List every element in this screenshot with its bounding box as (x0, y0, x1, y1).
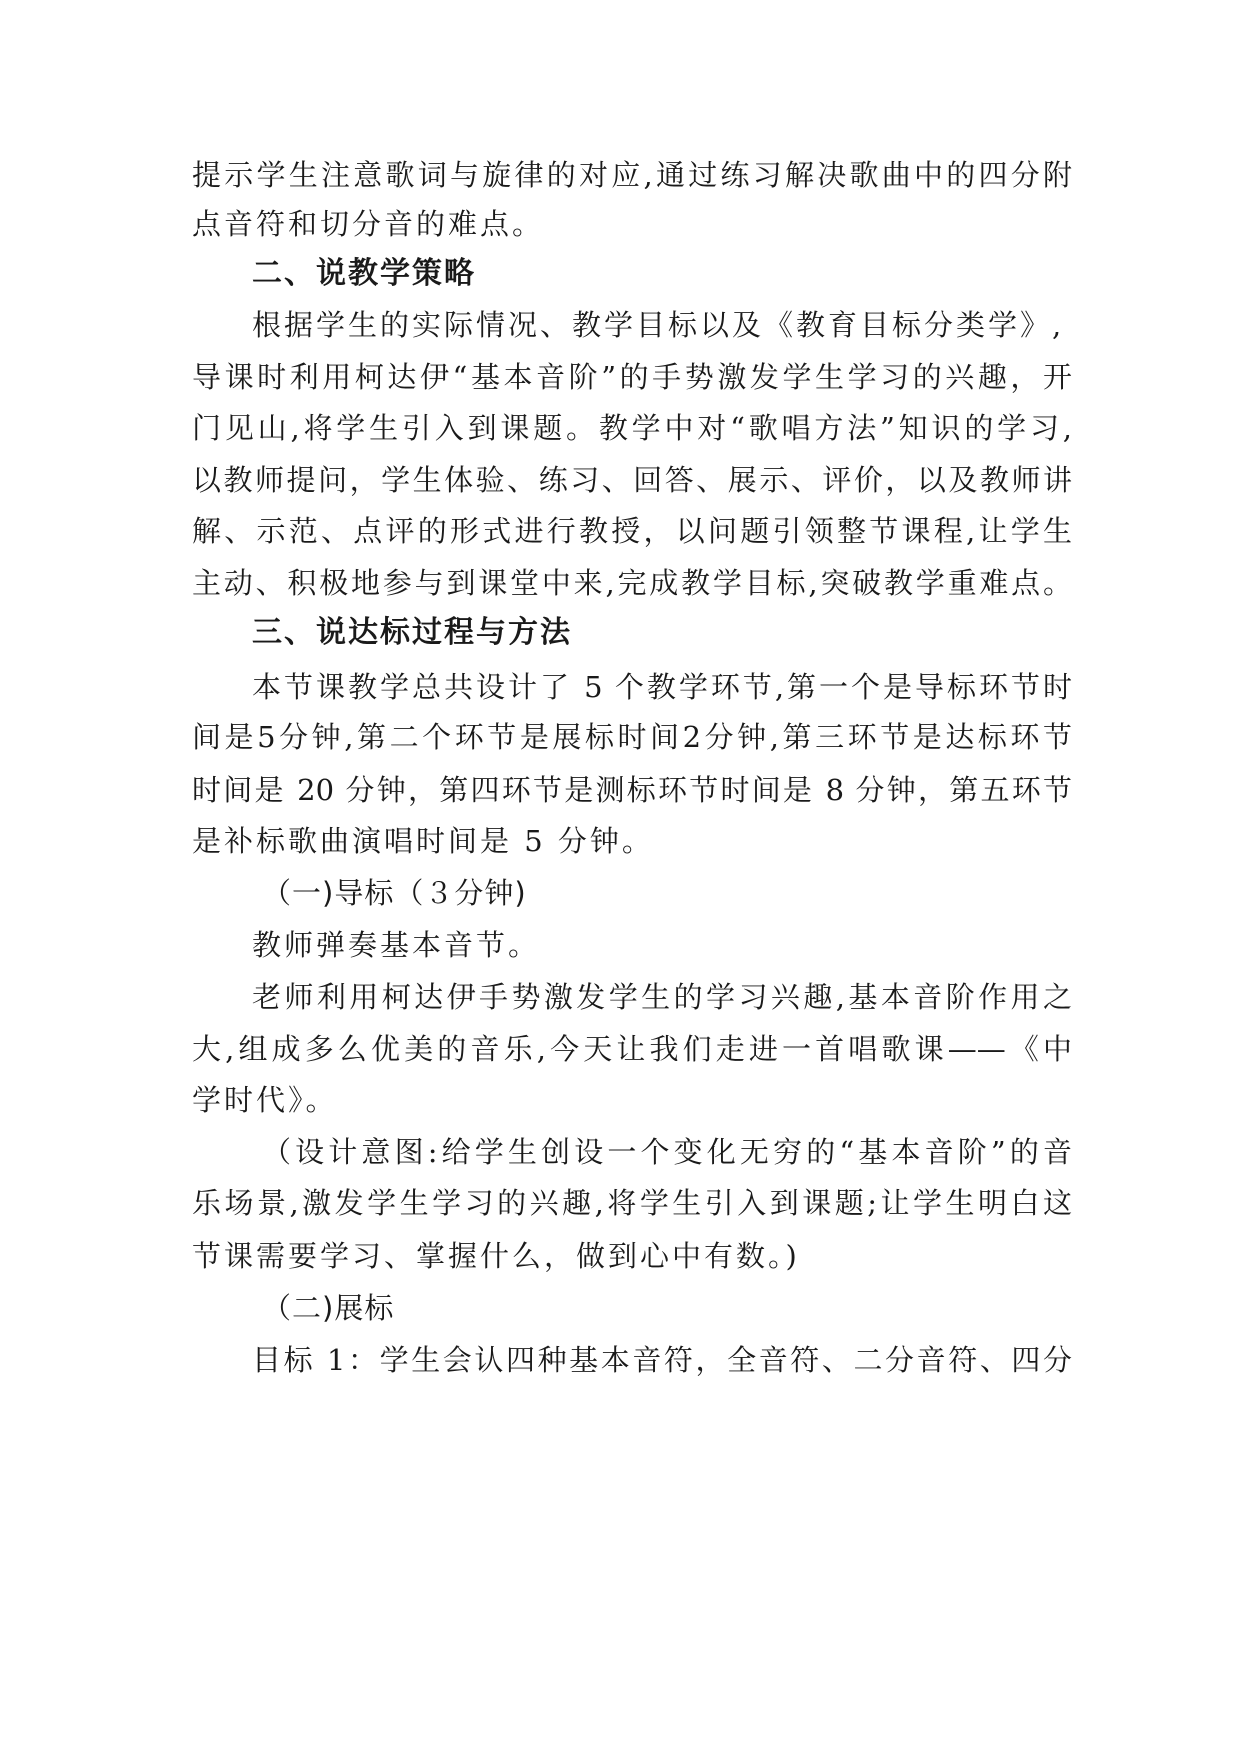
body-text-line: 间是5分钟,第二个环节是展标时间2分钟,第三环节是达标环节 (192, 720, 1072, 754)
body-text-line: 教师弹奏基本音节。 (252, 928, 541, 962)
body-text-line: 乐场景,激发学生学习的兴趣,将学生引入到课题;让学生明白这 (192, 1186, 1072, 1220)
body-text-line: 时间是 20 分钟，第四环节是测标环节时间是 8 分钟，第五环节 (192, 773, 1072, 807)
body-text-line: 根据学生的实际情况、教学目标以及《教育目标分类学》, (252, 308, 1065, 342)
section-heading-strategy: 二、说教学策略 (252, 256, 476, 291)
body-text-line: 老师利用柯达伊手势激发学生的学习兴趣,基本音阶作用之 (252, 980, 1072, 1014)
body-text-line: 是补标歌曲演唱时间是 5 分钟。 (192, 824, 654, 858)
body-text-line: 节课需要学习、掌握什么，做到心中有数。) (192, 1239, 800, 1273)
body-text-line: 学时代》。 (192, 1083, 338, 1117)
section-heading-process: 三、说达标过程与方法 (252, 615, 572, 650)
body-text-line: 提示学生注意歌词与旋律的对应,通过练习解决歌曲中的四分附 (192, 158, 1072, 192)
subsection-heading-guide: （一)导标（３分钟) (262, 876, 527, 910)
body-text-line: 导课时利用柯达伊“基本音阶”的手势激发学生学习的兴趣，开 (192, 360, 1072, 394)
body-text-line: 以教师提问，学生体验、练习、回答、展示、评价，以及教师讲 (192, 463, 1072, 497)
body-text-line: 解、示范、点评的形式进行教授，以问题引领整节课程,让学生 (192, 514, 1072, 548)
body-text-line: 主动、积极地参与到课堂中来,完成教学目标,突破教学重难点。 (192, 566, 1072, 600)
body-text-line: 大,组成多么优美的音乐,今天让我们走进一首唱歌课——《中 (192, 1032, 1072, 1066)
subsection-heading-display: （二)展标 (262, 1291, 395, 1325)
body-text-line: 本节课教学总共设计了 5 个教学环节,第一个是导标环节时 (252, 670, 1072, 704)
body-text-line: 目标 1：学生会认四种基本音符，全音符、二分音符、四分 (252, 1343, 1072, 1377)
body-text-line: 点音符和切分音的难点。 (192, 207, 545, 241)
body-text-line: （设计意图:给学生创设一个变化无穷的“基本音阶”的音 (262, 1135, 1072, 1169)
body-text-line: 门见山,将学生引入到课题。教学中对“歌唱方法”知识的学习, (192, 411, 1072, 445)
